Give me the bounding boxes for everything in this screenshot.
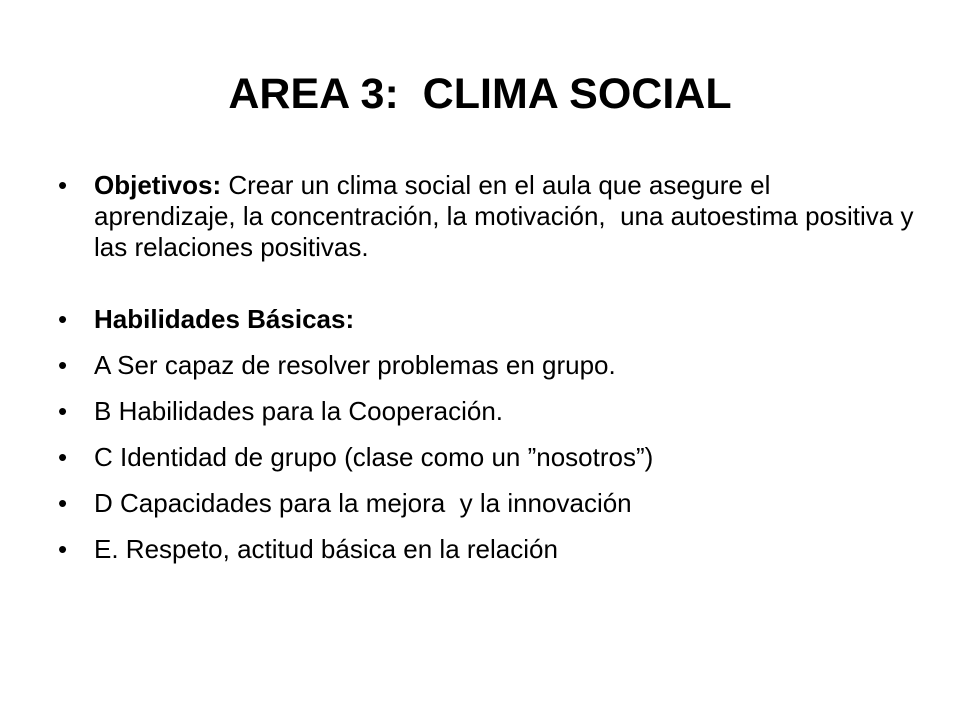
bullet-point-icon: • — [58, 396, 68, 426]
list-item — [58, 534, 918, 565]
bullet-point-icon: • — [58, 534, 68, 564]
list-item-text: C Identidad de grupo (clase como un ”nosotros”) — [94, 442, 654, 472]
list-item — [58, 442, 918, 473]
bullet-point-icon: • — [58, 442, 68, 472]
bullet-habilidades-heading — [58, 304, 918, 335]
habilidades-heading: Habilidades Básicas: — [94, 304, 355, 334]
objetivos-text — [94, 170, 921, 262]
objetivos-body: Crear un clima social en el aula que asegure el aprendizaje, la concentración, la motivación, una autoestima positiva y las relaciones positivas. — [94, 170, 921, 262]
objetivos-label: Objetivos: — [94, 170, 222, 200]
bullet-point-icon: • — [58, 304, 68, 334]
bullet-point-icon: • — [58, 488, 68, 518]
bullet-point-icon: • — [58, 170, 68, 200]
bullet-point-icon: • — [58, 350, 68, 380]
bullet-list — [58, 170, 921, 580]
list-item-text: B Habilidades para la Cooperación. — [94, 396, 504, 426]
list-item-text: A Ser capaz de resolver problemas en grupo. — [94, 350, 616, 380]
list-item — [58, 396, 918, 427]
list-item — [58, 350, 918, 381]
list-item-text: D Capacidades para la mejora y la innovación — [94, 488, 632, 518]
list-item — [58, 488, 918, 519]
list-item-text: E. Respeto, actitud básica en la relación — [94, 534, 558, 564]
bullet-objetivos — [58, 170, 921, 263]
slide-title: AREA 3: CLIMA SOCIAL — [228, 70, 732, 118]
